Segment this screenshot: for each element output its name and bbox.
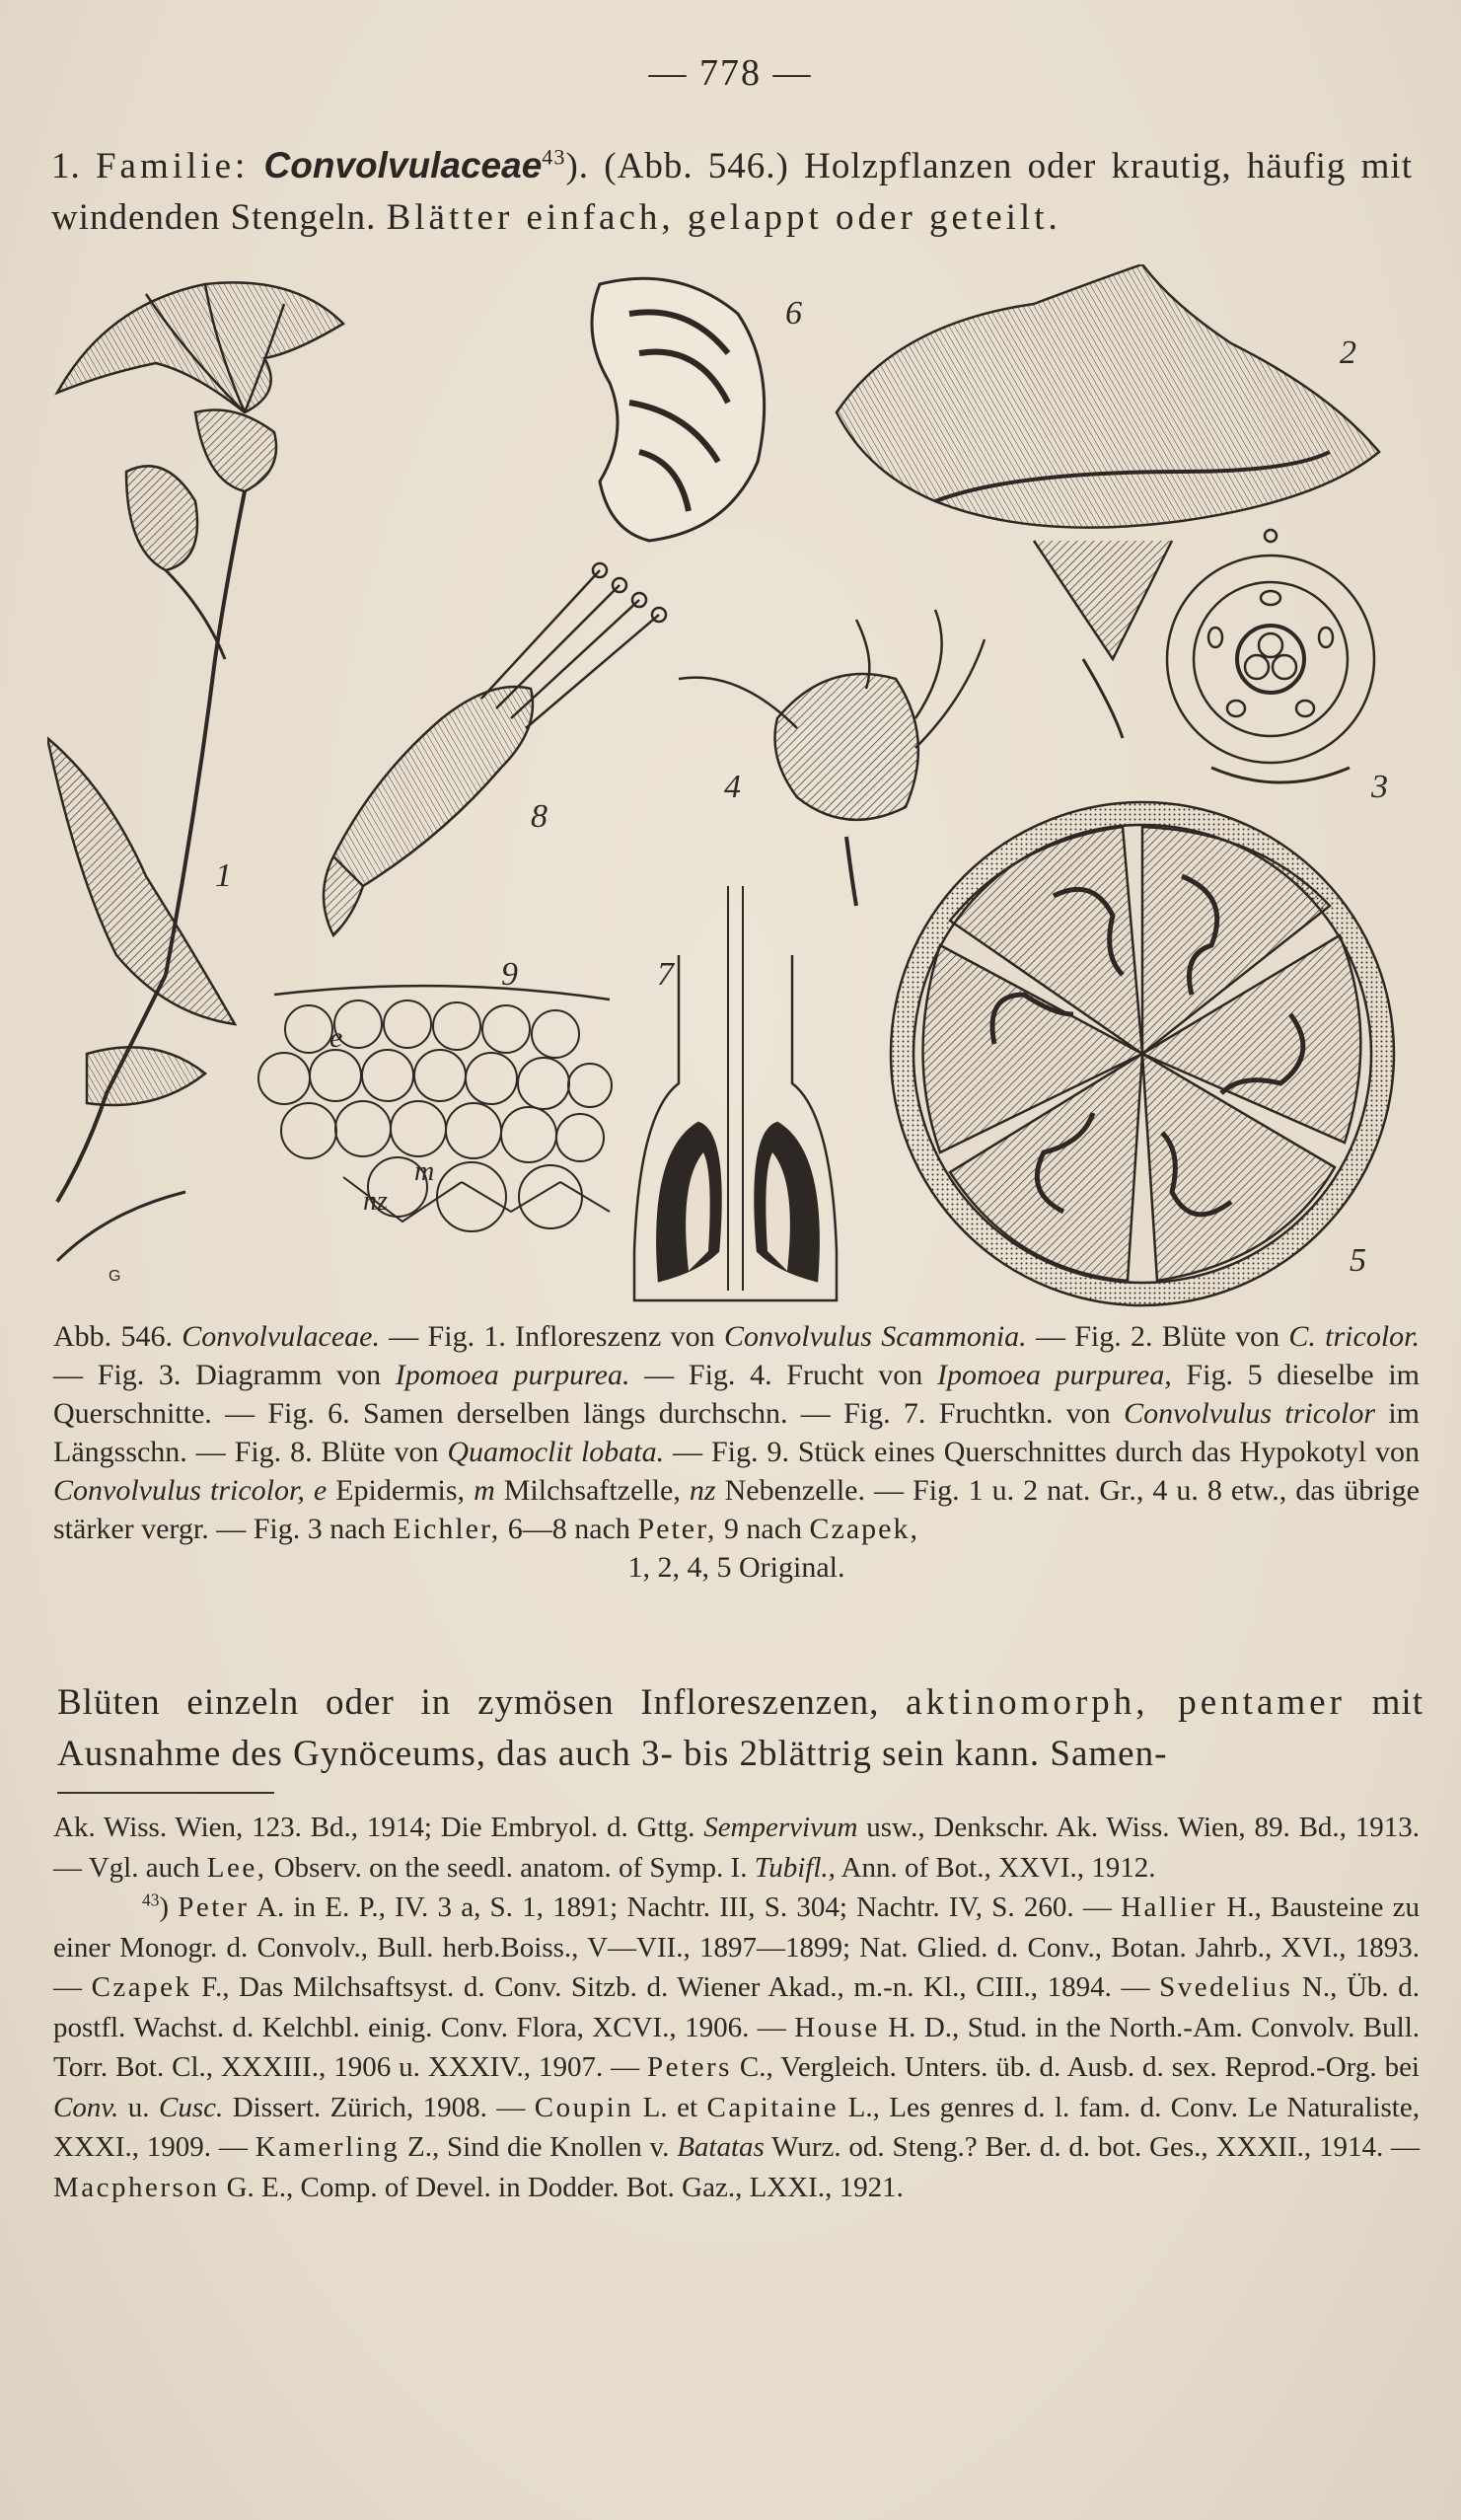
footnotes	[53, 1808, 1420, 2207]
caption-author: Czapek,	[809, 1513, 919, 1545]
caption-text: — Fig. 4. Frucht von	[629, 1359, 938, 1391]
fig1-label: 1	[215, 857, 232, 894]
footnote-genus: Sempervivum	[703, 1812, 858, 1843]
caption-text: 9 nach	[716, 1513, 810, 1545]
fig9-label: 9	[501, 956, 518, 993]
fig2-flower	[837, 264, 1379, 738]
footnote-text: G. E., Comp. of Devel. in Dodder. Bot. Gaz., LXXI., 1921.	[219, 2171, 904, 2203]
page-number: — 778 —	[648, 52, 813, 94]
fig7-label: 7	[657, 956, 674, 993]
footnote-divider	[57, 1792, 274, 1794]
caption-text: Nebenzelle. — Fig. 1 u. 2 nat. Gr., 4 u. 8 etw., das übrige stärker vergr. — Fig. 3 nach	[53, 1474, 1420, 1545]
footnote-text: Z., Sind die Knollen v.	[400, 2131, 678, 2163]
footnote-author: Lee,	[206, 1851, 267, 1884]
footnote-genus: Batatas	[677, 2131, 765, 2163]
footnote-text: Observ. on the seedl. anatom. of Symp. I.	[266, 1851, 755, 1884]
footnote-genus: Cusc.	[159, 2091, 224, 2123]
footnote-text: N., Üb. d. postfl. Wachst. d. Kelchbl. einig. Conv. Flora, XCVI., 1906. —	[53, 1971, 1421, 2043]
footnote-genus: Tubifl.,	[754, 1851, 836, 1884]
fig3-floral-diagram	[1167, 530, 1374, 782]
caption-species: Ipomoea purpurea,	[937, 1359, 1172, 1391]
figure-illustration	[47, 264, 1419, 1320]
caption-text: — Fig. 2. Blüte von	[1026, 1320, 1289, 1353]
footnote-text: Wurz. od. Steng.? Ber. d. d. bot. Ges., XXXII., 1914. —	[764, 2131, 1421, 2163]
footnote-text: u.	[118, 2091, 159, 2123]
footnote-author: Svedelius	[1159, 1971, 1293, 2003]
footnote-author: Peter	[178, 1891, 250, 1923]
fig3-label: 3	[1371, 769, 1388, 805]
caption-abbrev: m	[474, 1474, 495, 1507]
footnote-43	[53, 1888, 1420, 2207]
footnote-text: C., Vergleich. Unters. üb. d. Ausb. d. sex. Reprod.-Org. bei	[731, 2051, 1420, 2083]
fig5-label: 5	[1350, 1242, 1366, 1279]
fig7-ovary-section	[634, 886, 837, 1300]
intro-spaced-text: Blätter einfach, gelappt oder geteilt.	[386, 197, 1061, 238]
caption-text: Epidermis,	[327, 1474, 475, 1507]
body-text: mit Ausnahme des Gynöceums, das auch 3- bis 2blättrig sein kann. Samen-	[57, 1682, 1424, 1774]
caption-author: Peter,	[637, 1513, 717, 1545]
caption-text: Milchsaftzelle,	[494, 1474, 690, 1507]
footnote-text: L. et	[633, 2091, 707, 2123]
footnote-ref-43[interactable]: 43	[542, 144, 566, 170]
footnote-author: Macpherson	[53, 2171, 220, 2203]
footnote-text: H. D., Stud. in the North.-Am. Convolv. Bull. Torr. Bot. Cl., XXXIII., 1906 u. XXXIV., 1907. —	[53, 2011, 1420, 2083]
footnote-continued	[53, 1808, 1420, 1888]
footnote-text: Ann. of Bot., XXVI., 1912.	[835, 1851, 1156, 1884]
footnote-text: Ak. Wiss. Wien, 123. Bd., 1914; Die Embryol. d. Gttg.	[53, 1812, 704, 1843]
caption-text: — Fig. 9. Stück eines Querschnittes durch das Hypokotyl von	[664, 1436, 1420, 1468]
footnote-author: Coupin	[534, 2091, 634, 2123]
footnote-author: Czapek	[91, 1971, 192, 2003]
fig4-fruit	[679, 610, 985, 906]
intro-label: Familie:	[95, 146, 250, 186]
caption-species: C. tricolor.	[1288, 1320, 1421, 1353]
caption-author: Eichler,	[393, 1513, 501, 1545]
caption-last-line: 1, 2, 4, 5 Original.	[627, 1551, 845, 1584]
fig1-inflorescence	[47, 282, 343, 1261]
footnote-author: Kamerling	[255, 2131, 401, 2163]
footnote-text: usw., Denkschr. Ak. Wiss. Wien, 89. Bd., 1913. — Vgl. auch	[53, 1812, 1420, 1884]
caption-abbrev: nz	[689, 1474, 716, 1507]
caption-species: Quamoclit lobata.	[447, 1436, 665, 1468]
caption-text: 6—8 nach	[500, 1513, 638, 1545]
caption-text: im Längsschn. — Fig. 8. Blüte von	[53, 1397, 1421, 1468]
footnote-text: Dissert. Zürich, 1908. —	[223, 2091, 535, 2123]
footnote-author: Hallier	[1121, 1891, 1218, 1923]
body-text: Blüten einzeln oder in zymösen Infloreszenzen,	[57, 1682, 907, 1723]
body-paragraph	[57, 1677, 1424, 1780]
intro-paragraph	[51, 140, 1413, 244]
fig6-label: 6	[785, 295, 802, 332]
footnote-author: Peters	[647, 2051, 732, 2083]
fig6-seed-section	[592, 278, 765, 541]
caption-species: Ipomoea purpurea.	[395, 1359, 630, 1391]
footnote-text: )	[159, 1891, 179, 1923]
fig5-fruit-cross-section	[891, 802, 1394, 1305]
milk-cell-label: m	[414, 1156, 435, 1187]
fig4-label: 4	[724, 769, 741, 805]
footnote-text: A. in E. P., IV. 3 a, S. 1, 1891; Nachtr. III, S. 304; Nachtr. IV, S. 260. —	[249, 1891, 1122, 1923]
illustrator-signature: G	[109, 1268, 121, 1285]
caption-species: Convolvulus tricolor, e	[53, 1474, 328, 1507]
footnote-number: 43	[142, 1890, 160, 1910]
intro-prefix: 1.	[51, 146, 96, 186]
footnote-text: H., Bausteine zu einer Monogr. d. Convolv., Bull. herb.Boiss., V—VII., 1897—1899; Nat. Glied. d. Conv., Botan. Jahrb., XVI., 1893. —	[53, 1891, 1420, 2003]
caption-text: — Fig. 3. Diagramm von	[53, 1359, 396, 1391]
footnote-text: F., Das Milchsaftsyst. d. Conv. Sitzb. d. Wiener Akad., m.-n. Kl., CIII., 1894. —	[191, 1971, 1160, 2003]
epidermis-label: e	[329, 1021, 343, 1054]
footnote-author: House	[794, 2011, 880, 2043]
caption-abb: Abb. 546.	[53, 1320, 183, 1353]
caption-text: Fig. 5 dieselbe im Querschnitte. — Fig. 6. Samen derselben längs durchschn. — Fig. 7. Fruchtkn. von	[53, 1359, 1420, 1430]
fig8-label: 8	[531, 798, 548, 835]
footnote-author: Capitaine	[706, 2091, 840, 2123]
intro-text: ). (Abb. 546.) Holzpflanzen oder krautig, häufig mit windenden Stengeln.	[51, 146, 1413, 238]
body-spaced-text: aktinomorph, pentamer	[906, 1682, 1346, 1723]
secondary-cell-label: nz	[363, 1186, 388, 1217]
caption-family: Convolvulaceae.	[182, 1320, 380, 1353]
caption-species: Convolvulus tricolor	[1124, 1397, 1376, 1430]
caption-species: Convolvulus Scammonia.	[723, 1320, 1027, 1353]
fig8-flower	[324, 563, 666, 935]
fig2-label: 2	[1340, 334, 1356, 371]
fig9-hypocotyl-section	[258, 986, 612, 1231]
footnote-genus: Conv.	[53, 2091, 119, 2123]
family-name: Convolvulaceae	[263, 145, 543, 185]
footnote-text: L., Les genres d. l. fam. d. Conv. Le Naturaliste, XXXI., 1909. —	[53, 2091, 1420, 2163]
botanical-figure	[47, 264, 1419, 1320]
caption-text: — Fig. 1. Infloreszenz von	[380, 1320, 724, 1353]
figure-caption	[53, 1317, 1420, 1587]
